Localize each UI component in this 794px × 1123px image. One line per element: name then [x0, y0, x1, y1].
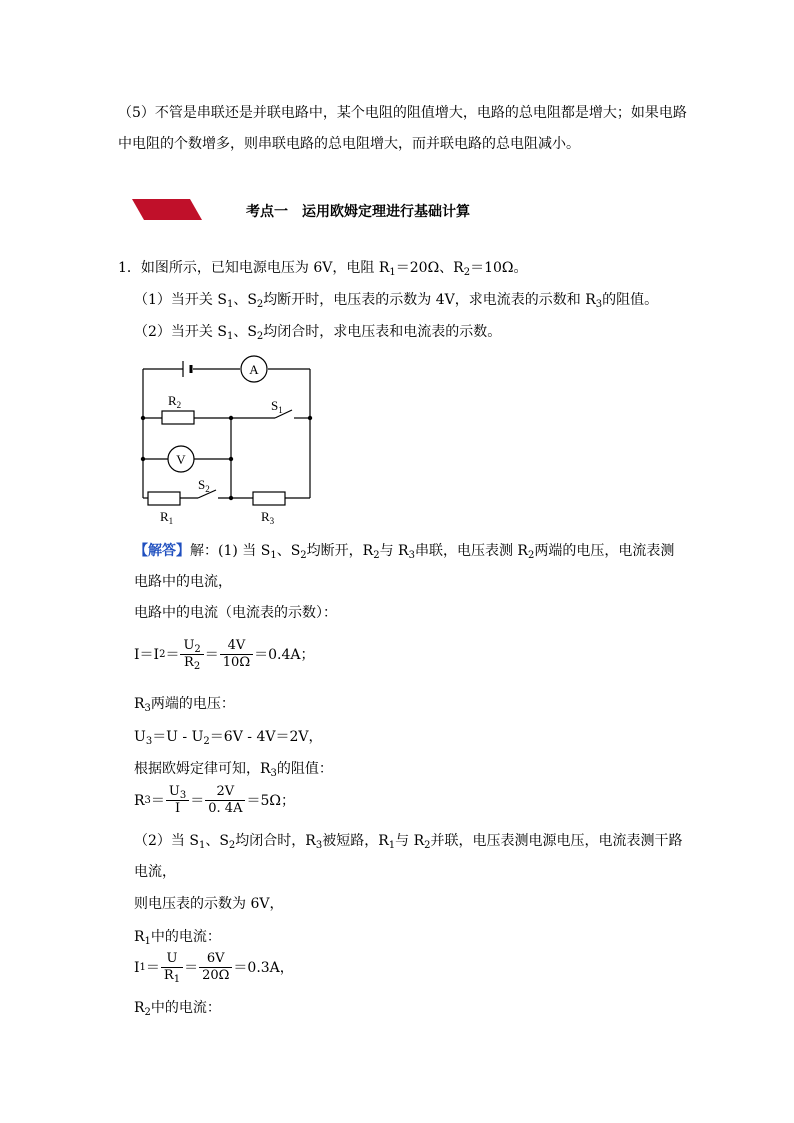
- r3-label: $R_3$: [261, 509, 275, 525]
- question-1: （1）当开关 $S_1$、$S_2$均断开时，电压表的示数为 4V，求电流表的示数和 $R_3$的阻值。: [134, 292, 659, 310]
- intro-line-1: （5）不管是串联还是并联电路中，某个电阻的阻值增大，电路的总电阻都是增大；如果电路: [118, 105, 687, 121]
- section-title: 考点一 运用欧姆定理进行基础计算: [246, 204, 470, 220]
- problem-stem: 1．如图所示，已知电源电压为 6V，电阻 $R_1=20\Omega$、$R_2=10\Omega$。: [118, 260, 528, 278]
- r1-label: $R_1$: [160, 509, 174, 525]
- answer-line-3: 电路中的电流（电流表的示数）：: [134, 605, 337, 621]
- section-accent-shape: [132, 199, 202, 220]
- circuit-diagram: [132, 355, 322, 525]
- equation-4: I 1 ＝ $\frac{U}{R_1}$ ＝ $\frac{6V}{20\Omega}$ ＝0.3A，: [134, 951, 294, 985]
- answer-line-2: 电路中的电流，: [134, 574, 232, 590]
- resistor-r1: [148, 492, 180, 505]
- answer-line-7: 电流，: [134, 864, 176, 880]
- answer-line-6: （2）当 $S_1$、$S_2$均闭合时，$R_3$被短路，$R_1$与 $R_2$并联，电压表测电源电压，电流表测干路: [134, 833, 683, 851]
- s2-label: $S_2$: [198, 477, 210, 494]
- answer-line-10: $R_2$中的电流：: [134, 1000, 221, 1018]
- voltmeter-icon: [168, 446, 194, 472]
- answer-line-1: 【解答】解：(1) 当 $S_1$、$S_2$均断开，$R_2$与 $R_3$串联，电压表测 $R_2$两端的电压，电流表测: [134, 543, 675, 561]
- answer-line-4: $R_3$两端的电压：: [134, 696, 235, 714]
- ammeter-label: A: [249, 362, 259, 377]
- resistor-r2: [162, 411, 194, 424]
- question-2: （2）当开关 $S_1$、$S_2$均闭合时，求电压表和电流表的示数。: [134, 324, 502, 342]
- equation-3: R 3 ＝ $\frac{U_3}{I}$ ＝ $\frac{2V}{0. 4A}$ ＝5Ω；: [134, 784, 295, 816]
- answer-line-5: 根据欧姆定律可知，$R_3$的阻值：: [134, 761, 333, 779]
- s1-label: $S_1$: [271, 398, 283, 415]
- answer-line-9: $R_1$中的电流：: [134, 929, 221, 947]
- answer-line-8: 则电压表的示数为 6V，: [134, 896, 284, 912]
- ammeter-icon: [241, 356, 267, 382]
- equation-1: I＝I 2 ＝ $\frac{U_2}{R_2}$ ＝ $\frac{4V}{10\Omega}$ ＝0.4A；: [134, 638, 315, 672]
- voltmeter-label: V: [176, 452, 186, 467]
- intro-line-2: 中电阻的个数增多，则串联电路的总电阻增大，而并联电路的总电阻减小。: [118, 136, 580, 152]
- equation-2: $U_3=U - U_2=6V - 4V=2V$，: [134, 729, 323, 747]
- answer-tag: 【解答】: [134, 543, 190, 559]
- battery-icon: [183, 361, 191, 377]
- r2-label: $R_2$: [168, 393, 182, 410]
- junction-dots: [141, 416, 312, 500]
- resistor-r3: [253, 492, 285, 505]
